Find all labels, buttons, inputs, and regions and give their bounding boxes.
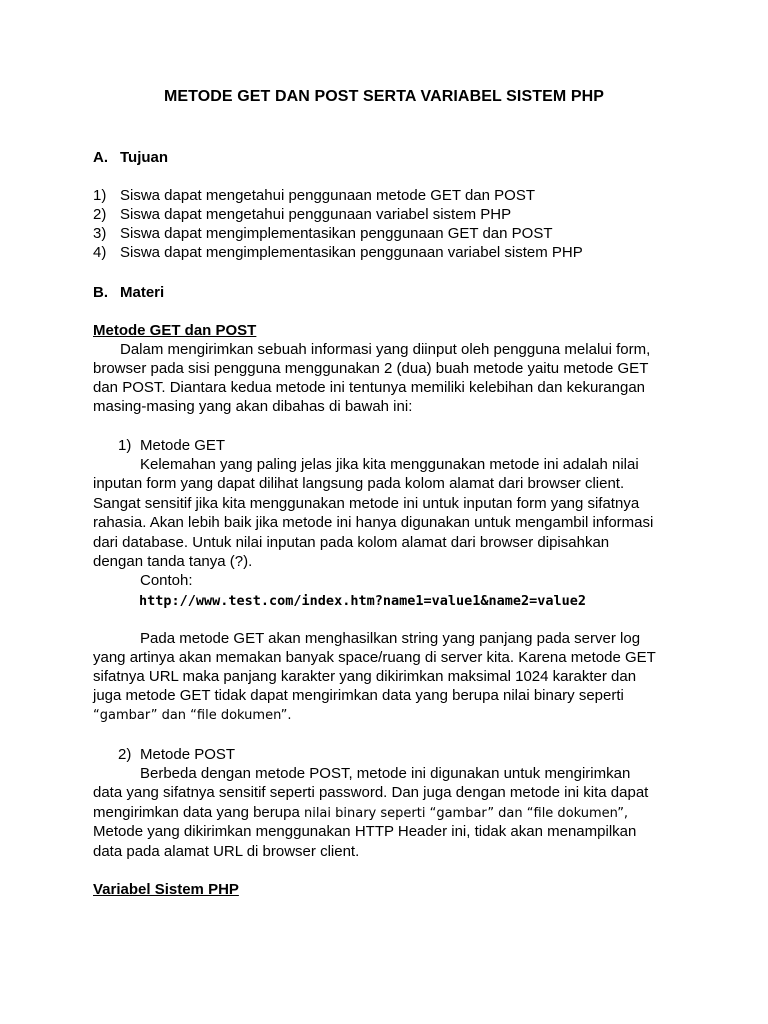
paragraph-line: dan POST. Diantara kedua metode ini tentunya memiliki kelebihan dan kekurangan: [93, 379, 645, 396]
paragraph-line: browser pada sisi pengguna menggunakan 2 (dua) buah metode yaitu metode GET: [93, 360, 649, 377]
list-item: Siswa dapat mengetahui penggunaan variabel sistem PHP: [120, 206, 512, 223]
paragraph-line: Metode yang dikirimkan menggunakan HTTP Header ini, tidak akan menampilkan: [93, 823, 637, 840]
list-item-number: 3): [93, 225, 107, 242]
paragraph-line: masing-masing yang akan dibahas di bawah ini:: [93, 398, 413, 415]
section-b-heading: Materi: [120, 284, 165, 301]
paragraph-line: “gambar” dan “file dokumen”.: [93, 708, 292, 723]
paragraph-line: rahasia. Akan lebih baik jika metode ini hanya digunakan untuk mengambil informasi: [93, 514, 654, 531]
example-label: Contoh:: [140, 572, 193, 589]
paragraph-line: sifatnya URL maka panjang karakter yang dikirimkan maksimal 1024 karakter dan: [93, 668, 637, 685]
document-title: METODE GET DAN POST SERTA VARIABEL SISTEM PHP: [163, 88, 605, 105]
get-post-heading: Metode GET dan POST: [93, 322, 257, 339]
section-a-heading: Tujuan: [120, 149, 169, 166]
list-item-number: 2): [93, 206, 107, 223]
line-segment: mengirimkan data yang berupa: [93, 804, 300, 821]
list-item-number: 1): [93, 187, 107, 204]
example-url: http://www.test.com/index.htm?name1=value1&name2=value2: [139, 593, 587, 609]
paragraph-line: dengan tanda tanya (?).: [93, 553, 253, 570]
list-item: Siswa dapat mengimplementasikan penggunaan variabel sistem PHP: [120, 244, 583, 261]
paragraph-line: Kelemahan yang paling jelas jika kita menggunakan metode ini adalah nilai: [140, 456, 639, 473]
paragraph-line: data pada alamat URL di browser client.: [93, 843, 360, 860]
paragraph-line: dari database. Untuk nilai inputan pada kolom alamat dari browser dipisahkan: [93, 534, 610, 551]
list-item-number: 4): [93, 244, 107, 261]
line-segment: nilai binary seperti “gambar” dan “file dokumen”,: [303, 806, 629, 821]
paragraph-line: juga metode GET tidak dapat mengirimkan data yang berupa nilai binary seperti: [93, 687, 624, 704]
paragraph-line: yang artinya akan memakan banyak space/ruang di server kita. Karena metode GET: [93, 649, 656, 666]
paragraph-line: data yang sifatnya sensitif seperti password. Dan juga dengan metode ini kita dapat: [93, 784, 649, 801]
list-item: Siswa dapat mengetahui penggunaan metode GET dan POST: [120, 187, 535, 204]
get-heading: Metode GET: [140, 437, 226, 454]
paragraph-line: Sangat sensitif jika kita menggunakan metode ini untuk inputan form yang sifatnya: [93, 495, 640, 512]
get-number: 1): [118, 437, 132, 454]
paragraph-line: inputan form yang dapat dilihat langsung pada kolom alamat dari browser client.: [93, 475, 625, 492]
section-b-label: B.: [93, 284, 108, 301]
paragraph-line: Pada metode GET akan menghasilkan string yang panjang pada server log: [140, 630, 641, 647]
list-item: Siswa dapat mengimplementasikan penggunaan GET dan POST: [120, 225, 553, 242]
paragraph-line: Berbeda dengan metode POST, metode ini digunakan untuk mengirimkan: [140, 765, 631, 782]
post-heading: Metode POST: [140, 746, 236, 763]
variabel-heading: Variabel Sistem PHP: [93, 881, 239, 898]
section-a-label: A.: [93, 149, 108, 166]
paragraph-line: Dalam mengirimkan sebuah informasi yang diinput oleh pengguna melalui form,: [120, 341, 651, 358]
post-number: 2): [118, 746, 132, 763]
paragraph-line: [93, 803, 628, 824]
